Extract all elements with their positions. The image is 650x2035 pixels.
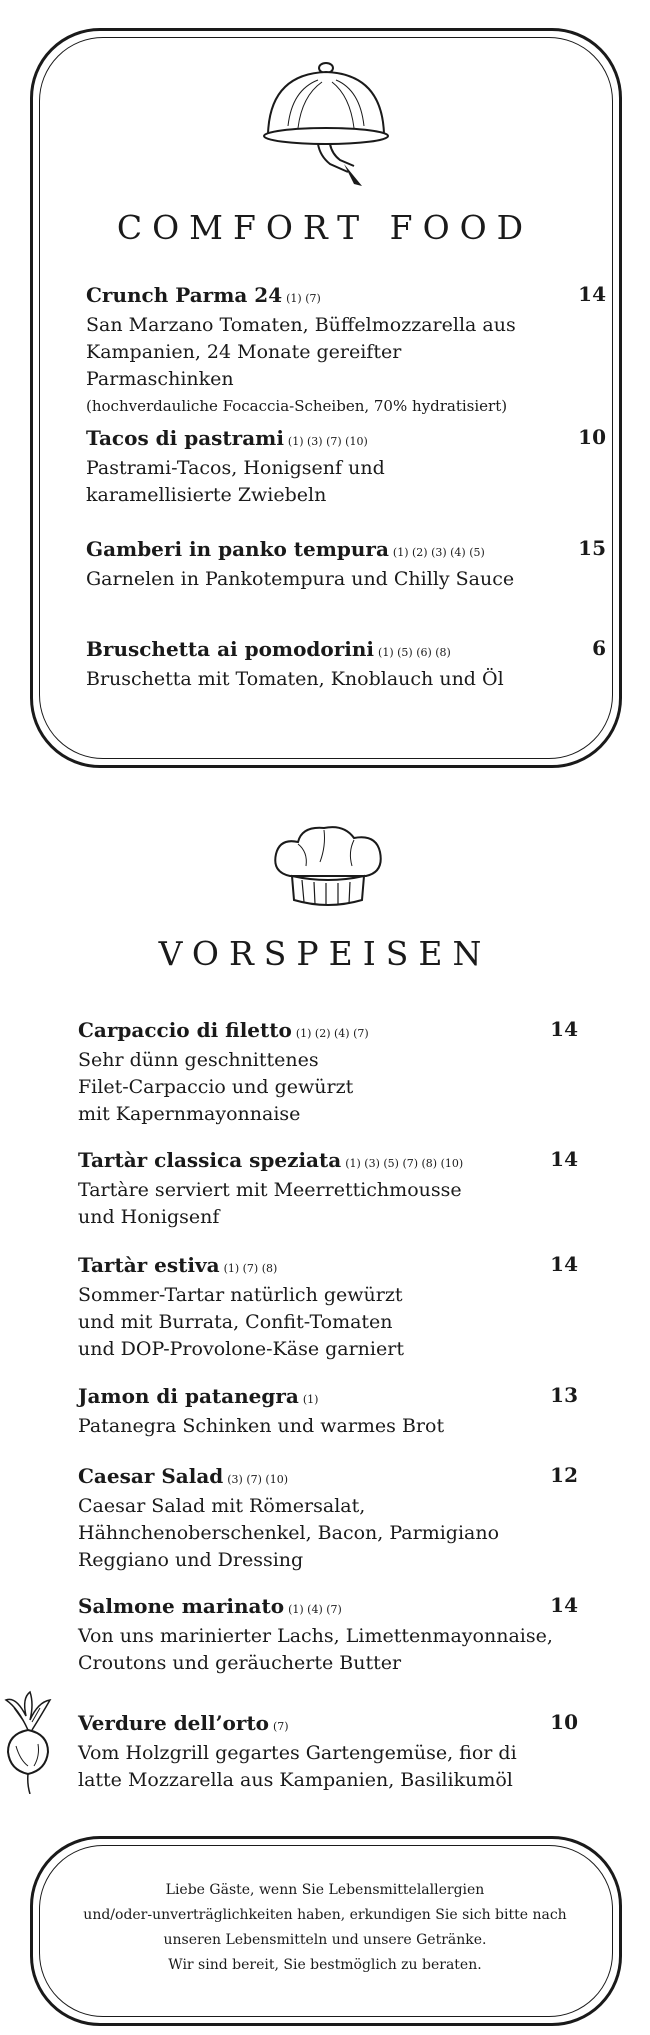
item-price: 10	[550, 1710, 578, 1734]
item-name: Carpaccio di filetto	[78, 1018, 292, 1042]
item-price: 12	[550, 1463, 578, 1487]
item-name: Tartàr classica speziata	[78, 1148, 342, 1172]
item-name: Caesar Salad	[78, 1464, 224, 1488]
item-description: Pastrami-Tacos, Honigsenf und karamellisierte Zwiebeln	[86, 457, 385, 506]
item-allergens: (1) (3) (7) (10)	[287, 435, 368, 448]
item-description: Bruschetta mit Tomaten, Knoblauch und Öl	[86, 668, 504, 690]
menu-item	[78, 1252, 578, 1363]
item-price: 13	[550, 1383, 578, 1407]
item-allergens: (1)	[302, 1393, 319, 1406]
item-allergens: (1) (7) (8)	[223, 1262, 278, 1275]
item-price: 14	[550, 1593, 578, 1617]
item-price: 6	[592, 636, 606, 660]
item-description: Sehr dünn geschnittenes Filet-Carpaccio und gewürzt mit Kapernmayonnaise	[78, 1049, 354, 1125]
menu-item	[86, 282, 606, 419]
item-name: Verdure dell’orto	[78, 1711, 270, 1735]
item-description: Von uns marinierter Lachs, Limettenmayonnaise, Croutons und geräucherte Butter	[78, 1625, 553, 1674]
item-allergens: (1) (2) (4) (7)	[295, 1027, 369, 1040]
comfort-title: COMFORT FOOD	[116, 208, 534, 247]
item-name: Salmone marinato	[78, 1594, 285, 1618]
item-price: 10	[578, 425, 606, 449]
menu-item	[86, 536, 606, 593]
item-note: (hochverdauliche Focaccia-Scheiben, 70% hydratisiert)	[86, 397, 508, 415]
item-price: 14	[578, 282, 606, 306]
item-name: Tacos di pastrami	[86, 426, 284, 450]
item-description: Vom Holzgrill gegartes Gartengemüse, fior di latte Mozzarella aus Kampanien, Basilikumöl	[78, 1742, 517, 1791]
beetroot-icon	[0, 1690, 56, 1794]
menu-item	[86, 636, 606, 693]
item-description: Patanegra Schinken und warmes Brot	[78, 1415, 445, 1437]
item-description: San Marzano Tomaten, Büffelmozzarella aus Kampanien, 24 Monate gereifter Parmaschinken	[86, 314, 516, 390]
item-allergens: (1) (7)	[286, 292, 321, 305]
item-description: Sommer-Tartar natürlich gewürzt und mit Burrata, Confit-Tomaten und DOP-Provolone-Käse garniert	[78, 1284, 404, 1360]
menu-item	[78, 1147, 578, 1231]
item-price: 14	[550, 1252, 578, 1276]
menu-item	[78, 1463, 578, 1574]
item-allergens: (1) (5) (6) (8)	[378, 646, 451, 659]
item-name: Tartàr estiva	[78, 1253, 220, 1277]
item-price: 14	[550, 1147, 578, 1171]
menu-item	[78, 1383, 578, 1440]
item-description: Tartàre serviert mit Meerrettichmousse und Honigsenf	[78, 1179, 462, 1228]
item-name: Jamon di patanegra	[78, 1384, 299, 1408]
item-description: Caesar Salad mit Römersalat, Hähnchenoberschenkel, Bacon, Parmigiano Reggiano und Dressing	[78, 1495, 500, 1571]
item-price: 15	[578, 536, 606, 560]
item-allergens: (1) (4) (7)	[288, 1603, 342, 1616]
item-name: Gamberi in panko tempura	[86, 537, 389, 561]
item-allergens: (1) (2) (3) (4) (5)	[392, 546, 485, 559]
cloche-icon	[258, 56, 398, 186]
item-name: Bruschetta ai pomodorini	[86, 637, 375, 661]
starters-title: VORSPEISEN	[158, 934, 492, 973]
item-allergens: (3) (7) (10)	[227, 1473, 289, 1486]
item-description: Garnelen in Pankotempura und Chilly Sauce	[86, 568, 515, 590]
menu-item	[78, 1017, 578, 1128]
item-allergens: (1) (3) (5) (7) (8) (10)	[345, 1157, 464, 1170]
menu-item	[78, 1710, 578, 1794]
item-allergens: (7)	[273, 1720, 289, 1733]
allergy-notice: Liebe Gäste, wenn Sie Lebensmittelallergien und/oder-unverträglichkeiten haben, erkundigen Sie sich bitte nach unseren Lebensmitteln und unsere Getränke. Wir sind bereit, Sie bestmöglich zu beraten.	[83, 1882, 567, 1973]
item-price: 14	[550, 1017, 578, 1041]
chef-hat-icon	[268, 822, 388, 910]
menu-item	[78, 1593, 578, 1677]
item-name: Crunch Parma 24	[86, 283, 283, 307]
menu-item	[86, 425, 606, 509]
